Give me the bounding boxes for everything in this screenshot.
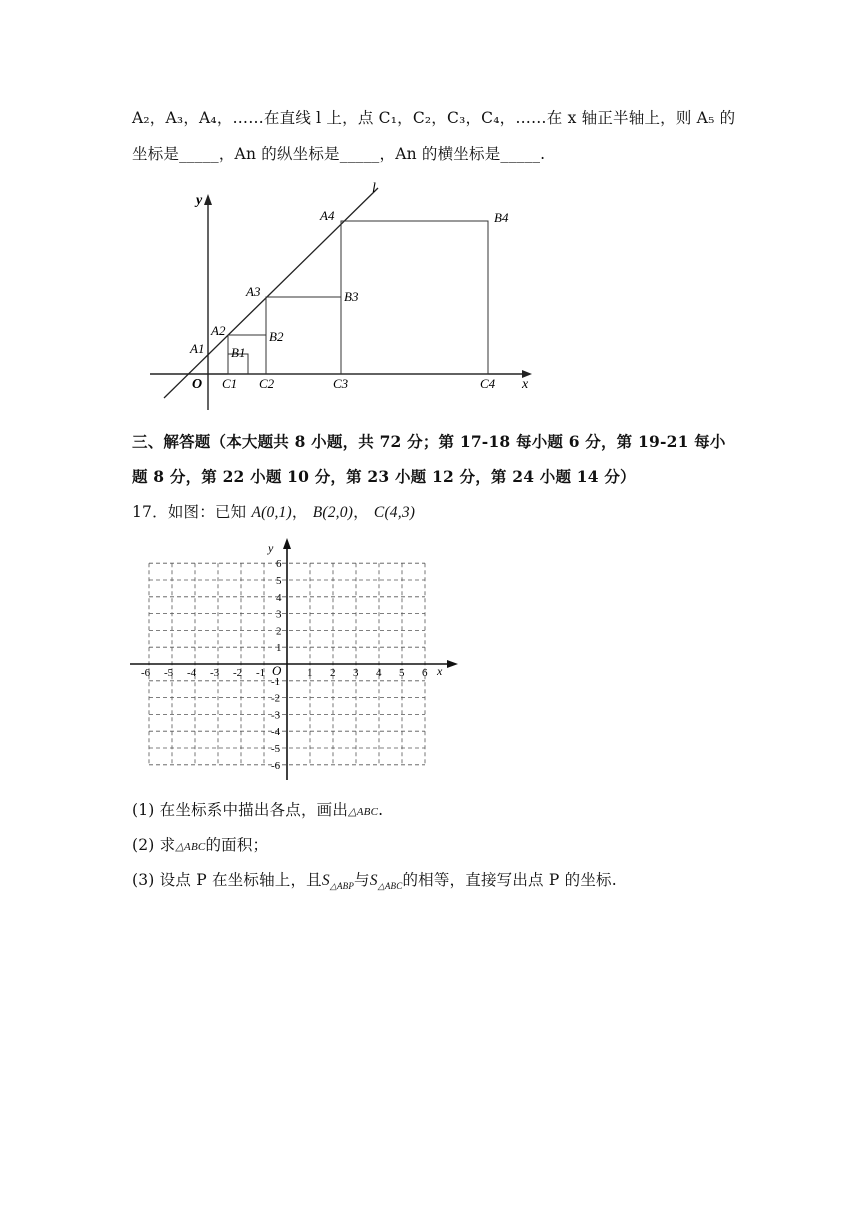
q17-part3-s2-sub: △ABC <box>377 881 403 892</box>
y-tick-label: 3 <box>276 608 282 621</box>
q17-sep-2: ， <box>353 503 369 521</box>
y-tick-label: 5 <box>276 575 282 587</box>
q17-part2-prefix: (2) 求 <box>132 836 176 854</box>
q17-part1-prefix: (1) 在坐标系中描出各点，画出 <box>132 801 349 819</box>
fig1-label-B2: B2 <box>269 329 284 344</box>
x-tick-label: -6 <box>141 667 151 679</box>
y-tick-label: 2 <box>276 625 282 638</box>
y-tick-label: 1 <box>276 642 282 655</box>
fig1-label-A1: A1 <box>190 341 205 356</box>
q17-point-b: B(2,0) <box>312 504 354 521</box>
q17-part-2 <box>132 833 268 855</box>
q17-point-c: C(4,3) <box>373 504 416 521</box>
fig1-label-y: y <box>196 193 203 208</box>
q17-part3-s1-sub: △ABP <box>329 881 355 892</box>
x-tick-label: 6 <box>422 667 428 679</box>
fig1-label-B1: B1 <box>231 345 246 360</box>
y-tick-label: -6 <box>271 759 281 772</box>
fig1-label-x: x <box>522 377 529 392</box>
q17-part3-s2: S <box>369 872 378 889</box>
y-tick-label: 6 <box>276 558 282 571</box>
x-tick-label: 2 <box>330 667 336 679</box>
x-tick-label: -2 <box>233 667 243 679</box>
q17-part-1 <box>132 798 383 820</box>
q17-sep-1: ， <box>291 503 308 521</box>
q17-part3-prefix: (3) 设点 P 在坐标轴上，且 <box>132 871 322 889</box>
x-tick-label: 1 <box>307 667 313 679</box>
q17-label-origin: O <box>272 663 282 678</box>
x-tick-label: -4 <box>187 667 197 679</box>
x-tick-label: -5 <box>164 667 174 679</box>
fig1-label-A2: A2 <box>211 323 226 338</box>
x-tick-label: 4 <box>376 667 382 679</box>
fig1-label-B3: B3 <box>344 289 359 304</box>
q17-part1-suffix: . <box>378 801 384 819</box>
q17-point-a: A(0,1) <box>251 504 292 521</box>
q17-x-tick-labels <box>141 667 428 679</box>
q17-label-y: y <box>268 541 274 555</box>
y-tick-label: -4 <box>271 726 281 739</box>
q17-stem-prefix: 17．如图：已知 <box>132 503 247 521</box>
q17-part3-s1: S <box>321 872 330 889</box>
fig1-label-C1: C1 <box>222 376 238 391</box>
y-tick-label: -1 <box>271 675 281 688</box>
section3-heading-line-2: 题 8 分，第 22 小题 10 分，第 23 小题 12 分，第 24 小题 14 分） <box>132 467 636 486</box>
q17-label-x: x <box>437 664 443 678</box>
x-tick-label: -1 <box>256 667 266 679</box>
fig1-label-l: l <box>372 181 376 196</box>
q17-x-arrow-icon <box>447 660 458 668</box>
y-tick-label: -3 <box>271 709 281 722</box>
q17-part1-triangle: △ABC <box>348 806 379 818</box>
q17-part2-suffix: 的面积； <box>205 836 269 854</box>
fig1-label-C3: C3 <box>333 376 349 391</box>
fig1-label-A4: A4 <box>320 208 335 223</box>
fig1-label-C4: C4 <box>480 376 496 391</box>
fig1-label-origin: O <box>192 377 203 392</box>
q17-y-arrow-icon <box>283 538 291 549</box>
q17-part2-triangle: △ABC <box>175 841 206 853</box>
y-tick-label: 4 <box>276 591 282 604</box>
y-tick-label: -5 <box>271 743 281 755</box>
intro-line-1: A₂，A₃，A₄，……在直线 l 上，点 C₁，C₂，C₃，C₄，……在 x 轴正半轴上，则 A₅ 的 <box>132 109 736 127</box>
section3-heading-line-1: 三、解答题（本大题共 8 小题，共 72 分；第 17-18 每小题 6 分，第 19-21 每小 <box>132 432 726 451</box>
q17-part3-mid: 与 <box>354 871 370 889</box>
fig1-label-C2: C2 <box>259 376 275 391</box>
intro-line-2: 坐标是_____，An 的纵坐标是_____，An 的横坐标是_____. <box>132 145 546 163</box>
y-tick-label: -2 <box>271 692 281 705</box>
q17-part3-suffix: 的相等，直接写出点 P 的坐标. <box>402 871 617 889</box>
x-tick-label: 3 <box>353 667 359 679</box>
x-tick-label: 5 <box>399 667 405 679</box>
fig1-label-A3: A3 <box>246 284 261 299</box>
fig1-label-B4: B4 <box>494 210 509 225</box>
x-tick-label: -3 <box>210 667 220 679</box>
q17-part-3 <box>132 868 617 892</box>
